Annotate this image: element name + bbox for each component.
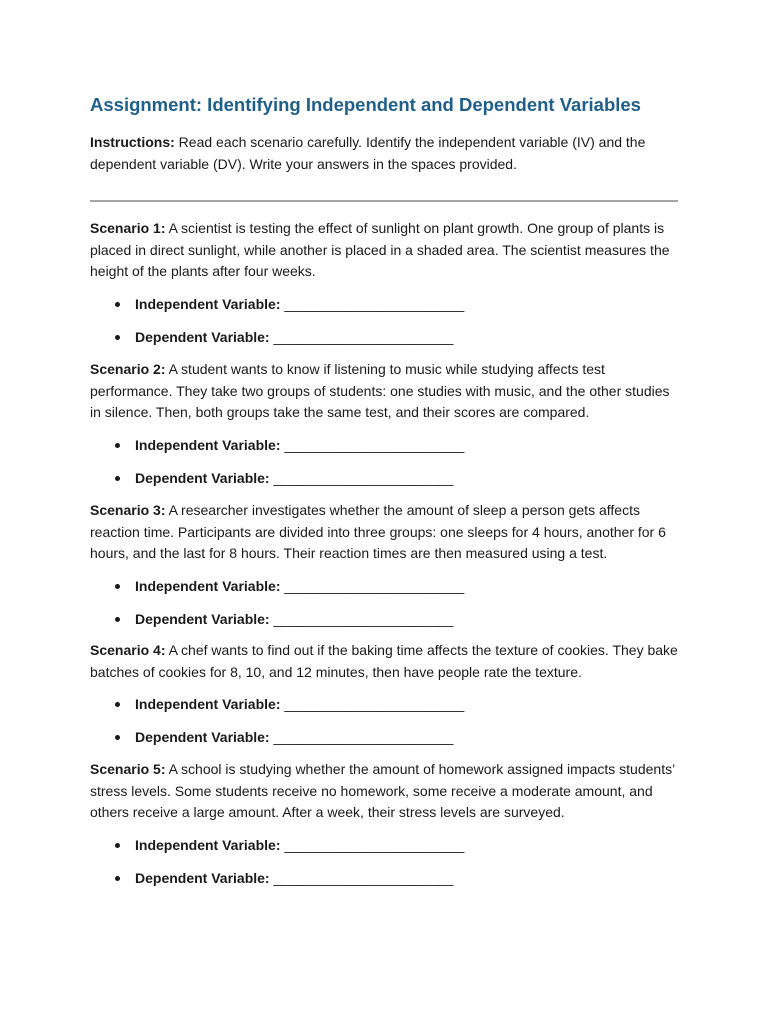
independent-variable-blank[interactable]: ________________________	[284, 837, 465, 854]
dependent-variable-blank[interactable]: ________________________	[273, 469, 454, 486]
independent-variable-label: Independent Variable:	[135, 696, 281, 713]
instructions-text: Read each scenario carefully. Identify the independent variable (IV) and the dependent variable (DV). Write your answers in the spaces provided.	[90, 134, 646, 172]
scenario-text: A researcher investigates whether the amount of sleep a person gets affects reaction time. Participants are divided into three groups: one sleeps for 4 hours, another for 6 hours, and the last for 8 hours. Their reaction times are then measured using a test.	[90, 502, 666, 562]
bullet-icon	[115, 476, 120, 481]
independent-variable-item	[90, 435, 680, 456]
bullet-icon	[115, 335, 120, 340]
bullet-icon	[115, 617, 120, 622]
scenario-text: A chef wants to find out if the baking time affects the texture of cookies. They bake batches of cookies for 8, 10, and 12 minutes, then have people rate the texture.	[90, 642, 678, 680]
independent-variable-item	[90, 835, 680, 856]
independent-variable-label: Independent Variable:	[135, 437, 281, 454]
scenario-1	[90, 218, 680, 348]
scenario-4	[90, 640, 680, 748]
dependent-variable-blank[interactable]: ________________________	[273, 610, 454, 627]
scenario-2	[90, 359, 680, 489]
dependent-variable-blank[interactable]: ________________________	[273, 869, 454, 886]
independent-variable-label: Independent Variable:	[135, 296, 281, 313]
bullet-icon	[115, 443, 120, 448]
instructions-label: Instructions:	[90, 134, 175, 150]
bullet-icon	[115, 584, 120, 589]
scenario-label: Scenario 4:	[90, 642, 166, 658]
scenario-text: A school is studying whether the amount of homework assigned impacts students’ stress levels. Some students receive no homework, some receive a moderate amount, and others receive a large amount. After a week, their stress levels are surveyed.	[90, 761, 675, 821]
horizontal-divider	[90, 200, 678, 202]
answer-list	[90, 435, 680, 489]
answer-list	[90, 694, 680, 748]
answer-list	[90, 294, 680, 348]
scenario-label: Scenario 2:	[90, 361, 166, 377]
scenario-paragraph	[90, 359, 680, 424]
scenario-text: A scientist is testing the effect of sunlight on plant growth. One group of plants is placed in direct sunlight, while another is placed in a shaded area. The scientist measures the height of the plants after four weeks.	[90, 220, 670, 280]
independent-variable-item	[90, 294, 680, 315]
instructions-paragraph	[90, 131, 680, 175]
scenario-label: Scenario 5:	[90, 761, 166, 777]
independent-variable-item	[90, 576, 680, 597]
page-title: Assignment: Identifying Independent and Dependent Variables	[90, 94, 641, 115]
dependent-variable-blank[interactable]: ________________________	[273, 728, 454, 745]
bullet-icon	[115, 735, 120, 740]
independent-variable-blank[interactable]: ________________________	[284, 437, 465, 454]
dependent-variable-label: Dependent Variable:	[135, 469, 270, 486]
dependent-variable-item	[90, 868, 680, 889]
scenario-paragraph	[90, 500, 680, 565]
scenario-3	[90, 500, 680, 630]
dependent-variable-label: Dependent Variable:	[135, 328, 270, 345]
dependent-variable-item	[90, 727, 680, 748]
independent-variable-blank[interactable]: ________________________	[284, 696, 465, 713]
bullet-icon	[115, 302, 120, 307]
independent-variable-label: Independent Variable:	[135, 578, 281, 595]
independent-variable-item	[90, 694, 680, 715]
answer-list	[90, 576, 680, 630]
bullet-icon	[115, 702, 120, 707]
independent-variable-label: Independent Variable:	[135, 837, 281, 854]
dependent-variable-blank[interactable]: ________________________	[273, 328, 454, 345]
dependent-variable-label: Dependent Variable:	[135, 728, 270, 745]
dependent-variable-label: Dependent Variable:	[135, 610, 270, 627]
scenario-label: Scenario 3:	[90, 502, 166, 518]
scenario-text: A student wants to know if listening to music while studying affects test performance. They take two groups of students: one studies with music, and the other studies in silence. Then, both groups take the same test, and their scores are compared.	[90, 361, 670, 421]
dependent-variable-item	[90, 468, 680, 489]
independent-variable-blank[interactable]: ________________________	[284, 578, 465, 595]
independent-variable-blank[interactable]: ________________________	[284, 296, 465, 313]
answer-list	[90, 835, 680, 889]
bullet-icon	[115, 843, 120, 848]
scenario-paragraph	[90, 640, 680, 683]
scenario-5	[90, 759, 680, 889]
bullet-icon	[115, 876, 120, 881]
scenario-label: Scenario 1:	[90, 220, 166, 236]
scenario-paragraph	[90, 218, 680, 283]
dependent-variable-label: Dependent Variable:	[135, 869, 270, 886]
dependent-variable-item	[90, 327, 680, 348]
dependent-variable-item	[90, 609, 680, 630]
scenario-paragraph	[90, 759, 680, 824]
